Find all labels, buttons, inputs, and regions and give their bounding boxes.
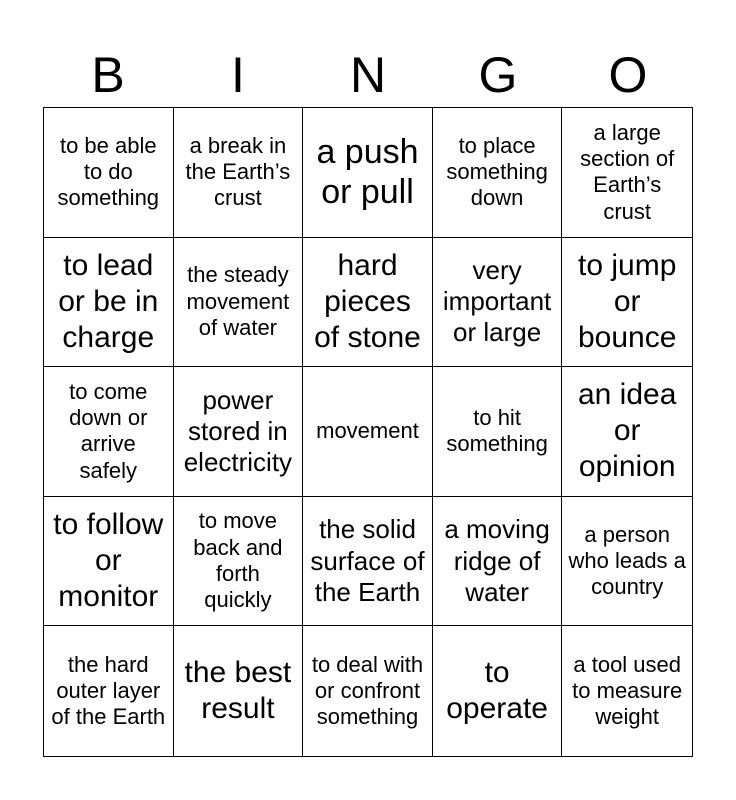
header-letter-n: N [349,47,387,103]
bingo-cell[interactable] [44,626,174,756]
cell-text: to place something down [446,132,548,211]
bingo-cell[interactable] [303,367,433,497]
cell-text: movement [316,418,419,444]
cell-text: a break in the Earth’s crust [185,132,291,211]
bingo-cell[interactable] [303,497,433,627]
cell-text: to come down or arrive safely [69,378,148,483]
cell-text: to move back and forth quickly [193,508,283,613]
cell-text: to follow or monitor [53,508,164,614]
bingo-cell[interactable] [562,367,692,497]
bingo-cell[interactable] [433,497,563,627]
bingo-cell[interactable] [433,367,563,497]
bingo-cell[interactable] [174,238,304,368]
bingo-cell[interactable] [562,108,692,238]
cell-text: to deal with or confront something [311,651,424,730]
bingo-cell[interactable] [433,626,563,756]
bingo-header [43,40,693,106]
bingo-cell[interactable] [44,108,174,238]
cell-text: to be able to do something [57,132,160,211]
cell-text: hard pieces of stone [314,248,421,354]
bingo-cell[interactable] [44,497,174,627]
header-letter-g: G [478,47,518,103]
cell-text: a tool used to measure weight [572,651,683,730]
bingo-cell[interactable] [303,626,433,756]
cell-text: very important or large [442,255,552,348]
cell-text: the hard outer layer of the Earth [51,651,166,730]
cell-text: a push or pull [316,132,419,212]
cell-text: to lead or be in charge [58,248,159,354]
bingo-cell[interactable] [303,238,433,368]
bingo-cell[interactable] [174,367,304,497]
cell-text: the steady movement of water [186,262,290,341]
cell-text: a person who leads a country [568,521,686,600]
header-letter-b: B [91,47,125,103]
cell-text: the best result [184,656,292,726]
cell-text: to hit something [446,405,548,457]
cell-text: an idea or opinion [577,378,677,484]
bingo-cell[interactable] [44,238,174,368]
bingo-cell[interactable] [44,367,174,497]
cell-text: a large section of Earth’s crust [580,119,675,224]
bingo-cell[interactable] [174,626,304,756]
header-letter-i: I [231,47,245,103]
cell-text: the solid surface of the Earth [310,514,425,607]
header-letter-o: O [608,47,648,103]
cell-text: power stored in electricity [183,384,293,478]
bingo-cell[interactable] [433,108,563,238]
bingo-cell[interactable] [562,626,692,756]
cell-text: to jump or bounce [577,248,677,354]
bingo-cell[interactable] [433,238,563,368]
cell-text: to operate [446,656,548,726]
bingo-cell[interactable] [562,238,692,368]
bingo-card-grid [43,107,693,757]
bingo-cell[interactable] [174,497,304,627]
cell-text: a moving ridge of water [444,514,550,607]
bingo-cell[interactable] [562,497,692,627]
bingo-cell[interactable] [174,108,304,238]
bingo-cell[interactable] [303,108,433,238]
